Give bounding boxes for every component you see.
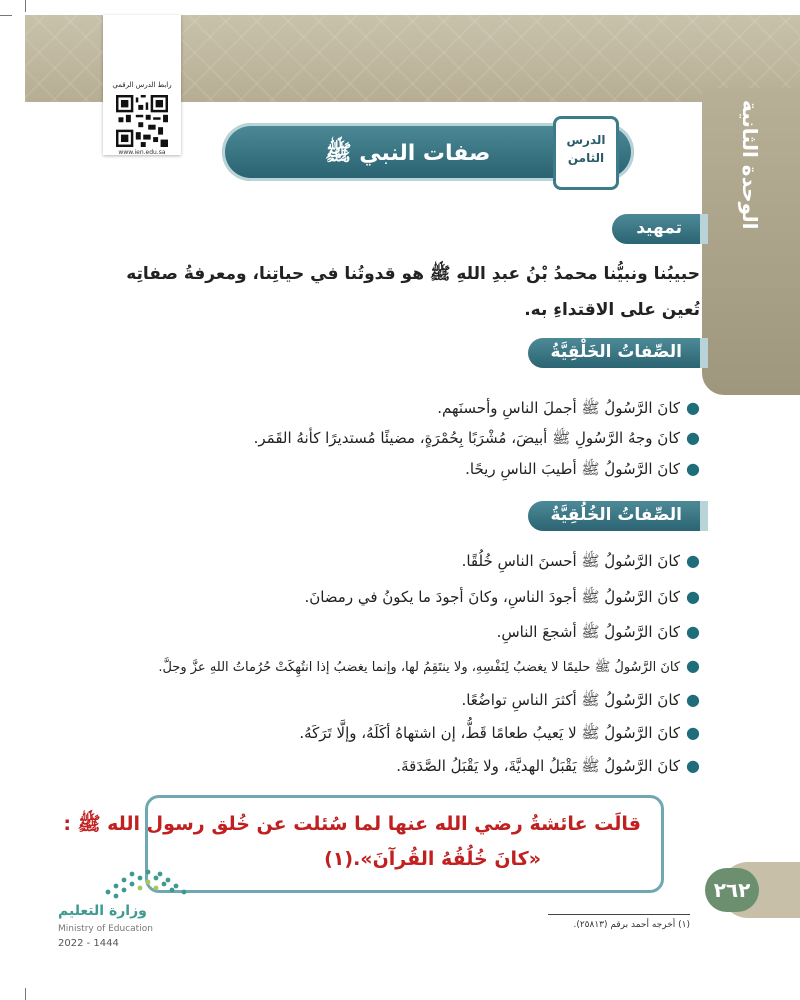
list-item: ●كانَ الرَّسُولُ ﷺ حليمًا لا يغضبُ لِنَفْسِهِ، ولا ينتَقِمُ لها، وإنما يغضبُ إذا انتُهِكَتْ حُرُماتُ اللهِ عزَّ وجلَّ. xyxy=(158,656,700,675)
lesson-number: الثامن xyxy=(567,151,605,165)
list-item: ●كانَ الرَّسُولُ ﷺ يَقْبَلُ الهديَّةَ، ولا يَقْبَلُ الصَّدَقةَ. xyxy=(396,756,700,775)
crop-mark xyxy=(0,15,12,16)
quote-box xyxy=(63,795,664,893)
intro-heading: تمهيد xyxy=(612,214,700,244)
footnote: (١) أخرجه أحمد برقم (٢٥٨١٣). xyxy=(573,920,690,930)
edition-year: 2022 - 1444 xyxy=(58,938,119,949)
list-item: ●كانَ الرَّسُولُ ﷺ أجودَ الناسِ، وكانَ أجودَ ما يكونُ في رمضانَ. xyxy=(304,587,700,606)
list-item: ●كانَ الرَّسُولُ ﷺ أجملَ الناسِ وأحسنَهم. xyxy=(437,398,700,417)
ministry-logo-icon xyxy=(100,862,192,902)
intro-text: حبيبُنا ونبيُّنا محمدُ بْنُ عبدِ اللهِ ﷺ هو قدوتُنا في حياتِنا، ومعرفةُ صفاتِه تُعين على الاقتداءِ به. xyxy=(126,264,700,320)
ministry-name-arabic: وزارة التعليم xyxy=(58,903,147,919)
qr-label: رابط الدرس الرقمي xyxy=(112,81,172,89)
list-item: ●كانَ وجهُ الرَّسُولِ ﷺ أبيضَ، مُشْرَبًا بِحُمْرَةٍ، مضيئًا مُستديرًا كأنهُ القَمَر. xyxy=(253,428,700,447)
physical-heading: الصِّفاتُ الخَلْقِيَّةُ xyxy=(528,338,700,368)
qr-url[interactable]: www.ien.edu.sa xyxy=(118,149,166,156)
crop-mark xyxy=(25,988,26,1000)
qr-code-icon[interactable] xyxy=(116,95,168,147)
unit-label: الوحدة الثانية xyxy=(738,100,762,230)
footnote-divider xyxy=(548,914,690,915)
moral-heading: الصِّفاتُ الخُلُقِيَّةُ xyxy=(528,501,700,531)
quote-intro: قالَت عائشةُ رضي الله عنها لما سُئلت عن خُلق رسول الله ﷺ : xyxy=(63,813,641,835)
lesson-title: صفات النبي ﷺ xyxy=(325,141,491,166)
qr-card[interactable] xyxy=(103,15,181,155)
lesson-badge xyxy=(553,116,619,190)
ministry-name-english: Ministry of Education xyxy=(58,924,153,934)
list-item: ●كانَ الرَّسُولُ ﷺ أكثرَ الناسِ تواضُعًا. xyxy=(461,690,700,709)
list-item: ●كانَ الرَّسُولُ ﷺ لا يَعيبُ طعامًا قَطُّ، إن اشتهاهُ أكَلَهُ، وإلَّا تَرَكَهُ. xyxy=(299,723,700,742)
quote-text: «كانَ خُلُقُهُ القُرآنَ».(١) xyxy=(324,848,541,870)
page-number: ٢٦٢ xyxy=(705,868,759,912)
list-item: ●كانَ الرَّسُولُ ﷺ أحسنَ الناسِ خُلُقًا. xyxy=(461,551,700,570)
lesson-word: الدرس xyxy=(566,133,606,147)
list-item: ●كانَ الرَّسُولُ ﷺ أشجعَ الناسِ. xyxy=(496,622,700,641)
crop-mark xyxy=(25,0,26,12)
list-item: ●كانَ الرَّسُولُ ﷺ أطيبَ الناسِ ريحًا. xyxy=(465,459,700,478)
